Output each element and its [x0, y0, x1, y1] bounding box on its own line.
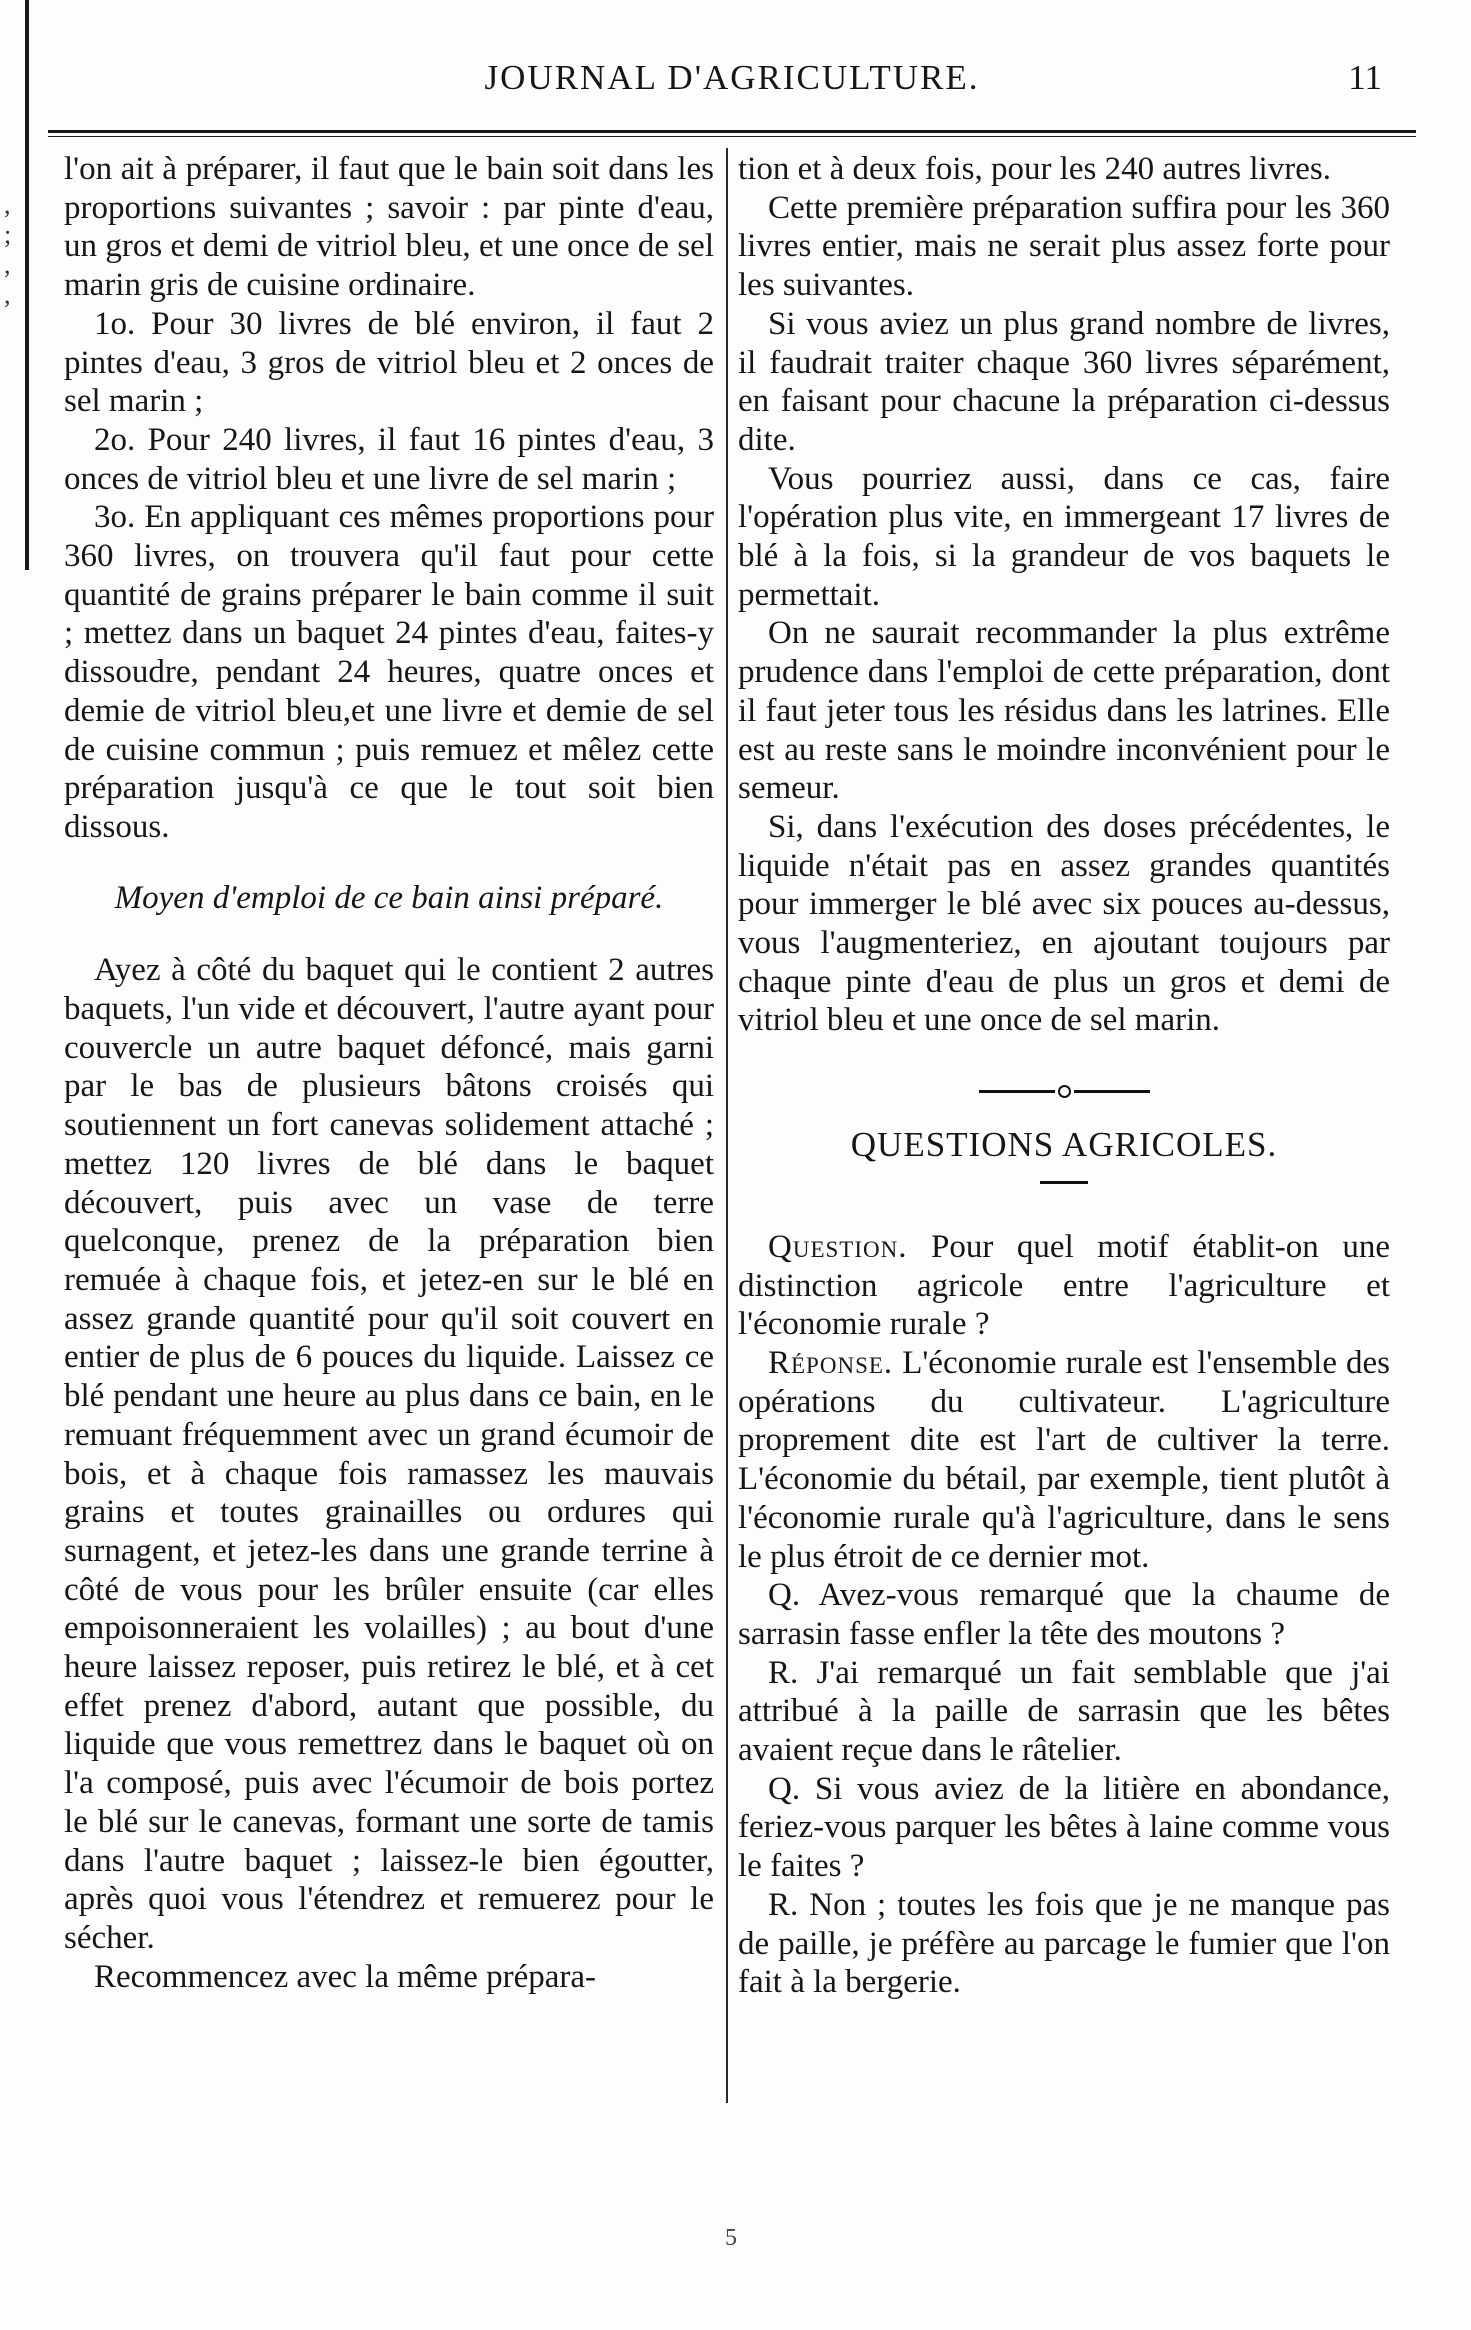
left-column	[64, 150, 714, 1996]
paragraph: Si vous aviez un plus grand nombre de livres, il faudrait traiter chaque 360 livres séparément, en faisant pour chacune la préparation ci-dessus dite.	[738, 305, 1390, 458]
right-column	[738, 150, 1390, 2002]
paragraph: On ne saurait recommander la plus extrême prudence dans l'emploi de cette préparation, dont il faut jeter tous les résidus dans les latrines. Elle est au reste sans le moindre inconvénient pour le semeur.	[738, 615, 1390, 807]
qa-entry	[738, 1770, 1390, 1886]
qa-text: Si vous aviez de la litière en abondance, feriez-vous parquer les bêtes à laine comme vous le faites ?	[738, 1770, 1390, 1885]
paragraph: Vous pourriez aussi, dans ce cas, faire l'opération plus vite, en immergeant 17 livres de blé à la fois, si la grandeur de vos baquets le permettait.	[738, 460, 1390, 613]
qa-entry	[738, 1228, 1390, 1344]
qa-text: Non ; toutes les fois que je ne manque pas de paille, je préfère au parcage le fumier que l'on fait à la bergerie.	[738, 1886, 1390, 2001]
journal-title: JOURNAL D'AGRICULTURE.	[484, 58, 980, 97]
page-number: 11	[1348, 58, 1382, 97]
column-divider	[726, 148, 728, 2103]
paragraph: Si, dans l'exécution des doses précédentes, le liquide n'était pas en assez grandes quantités pour immerger le blé avec six pouces au-dessus, vous l'augmenteriez, en ajoutant toujours par chaque pinte d'eau de plus un gros et demi de vitriol bleu et une once de sel marin.	[738, 808, 1390, 1039]
short-rule	[1040, 1181, 1088, 1184]
qa-label: Réponse.	[768, 1344, 894, 1381]
qa-entry	[738, 1886, 1390, 2002]
page-header	[52, 58, 1412, 108]
section-title: QUESTIONS AGRICOLES.	[850, 1125, 1278, 1165]
paragraph: 3o. En appliquant ces mêmes proportions pour 360 livres, on trouvera qu'il faut pour cette quantité de grains préparer le bain comme il suit ; mettez dans un baquet 24 pintes d'eau, faites-y dissoudre, pendant 24 heures, quatre onces et demie de vitriol bleu,et une livre et demie de sel de cuisine commun ; puis remuez et mêlez cette préparation jusqu'à ce que le tout soit bien dissous.	[64, 499, 714, 845]
qa-label: R.	[768, 1654, 799, 1691]
binding-edge-rule	[25, 0, 29, 570]
paragraph: Ayez à côté du baquet qui le contient 2 autres baquets, l'un vide et découvert, l'autre ayant pour couvercle un autre baquet défoncé, mais garni par le bas de plusieurs bâtons croisés qui soutiennent un fort canevas solidement attaché ; mettez 120 livres de blé dans le baquet découvert, puis avec un vase de terre quelconque, prenez de la préparation bien remuée à chaque fois, et jetez-en sur le blé en assez grande quantité pour qu'il soit couvert en entier de plus de 6 pouces du liquide. Laissez ce blé pendant une heure au plus dans ce bain, en le remuant fréquemment avec un grand écumoir de bois, et à chaque fois ramassez les mauvais grains et toutes grainailles ou ordures qui surnagent, et jetez-les dans une grande terrine à côté de vous pour les brûler ensuite (car elles empoisonneraient les volailles) ; au bout d'une heure laissez reposer, puis retirez le blé, et à cet effet prenez d'abord, autant que possible, du liquide que vous remettrez dans le baquet où on l'a composé, puis avec l'écumoir de bois portez le blé sur le canevas, formant une sorte de tamis dans l'autre baquet ; laissez-le bien égoutter, après quoi vous l'étendrez et remuerez pour le sécher.	[64, 952, 714, 1956]
paragraph: tion et à deux fois, pour les 240 autres livres.	[738, 151, 1331, 187]
qa-text: Avez-vous remarqué que la chaume de sarrasin fasse enfler la tête des moutons ?	[738, 1577, 1390, 1652]
paragraph: l'on ait à préparer, il faut que le bain soit dans les proportions suivantes ; savoir : par pinte d'eau, un gros et demi de vitriol bleu, et une once de sel marin gris de cuisine ordinaire.	[64, 151, 714, 304]
section-ornament	[738, 1086, 1390, 1096]
qa-text: J'ai remarqué un fait semblable que j'ai attribué à la paille de sarrasin que les bêtes avaient reçue dans le râtelier.	[738, 1654, 1390, 1769]
margin-marks: , ; , ,	[4, 190, 12, 309]
header-rule	[48, 130, 1416, 133]
qa-text: Pour quel motif établit-on une distinction agricole entre l'agriculture et l'économie rurale ?	[738, 1228, 1390, 1343]
header-rule-thin	[48, 136, 1416, 137]
qa-label: Question.	[768, 1228, 908, 1265]
paragraph: Recommencez avec la même prépara-	[94, 1958, 597, 1995]
paragraph: Cette première préparation suffira pour les 360 livres entier, mais ne serait plus assez forte pour les suivantes.	[738, 189, 1390, 304]
footer-mark: 5	[725, 2225, 737, 2251]
paragraph: 1o. Pour 30 livres de blé environ, il faut 2 pintes d'eau, 3 gros de vitriol bleu et 2 onces de sel marin ;	[64, 305, 714, 420]
paragraph: 2o. Pour 240 livres, il faut 16 pintes d'eau, 3 onces de vitriol bleu et une livre de sel marin ;	[64, 421, 714, 497]
qa-text: L'économie rurale est l'ensemble des opérations du cultivateur. L'agriculture proprement dite est l'art de cultiver la terre. L'économie du bétail, par exemple, tient plutôt à l'économie rurale qu'à l'agriculture, dans le sens le plus étroit de ce dernier mot.	[738, 1344, 1390, 1575]
qa-entry	[738, 1344, 1390, 1576]
qa-label: Q.	[768, 1770, 801, 1807]
qa-label: R.	[768, 1886, 799, 1923]
subheading: Moyen d'emploi de ce bain ainsi préparé.	[114, 879, 664, 916]
qa-entry	[738, 1654, 1390, 1770]
qa-entry	[738, 1576, 1390, 1653]
qa-label: Q.	[768, 1577, 801, 1614]
